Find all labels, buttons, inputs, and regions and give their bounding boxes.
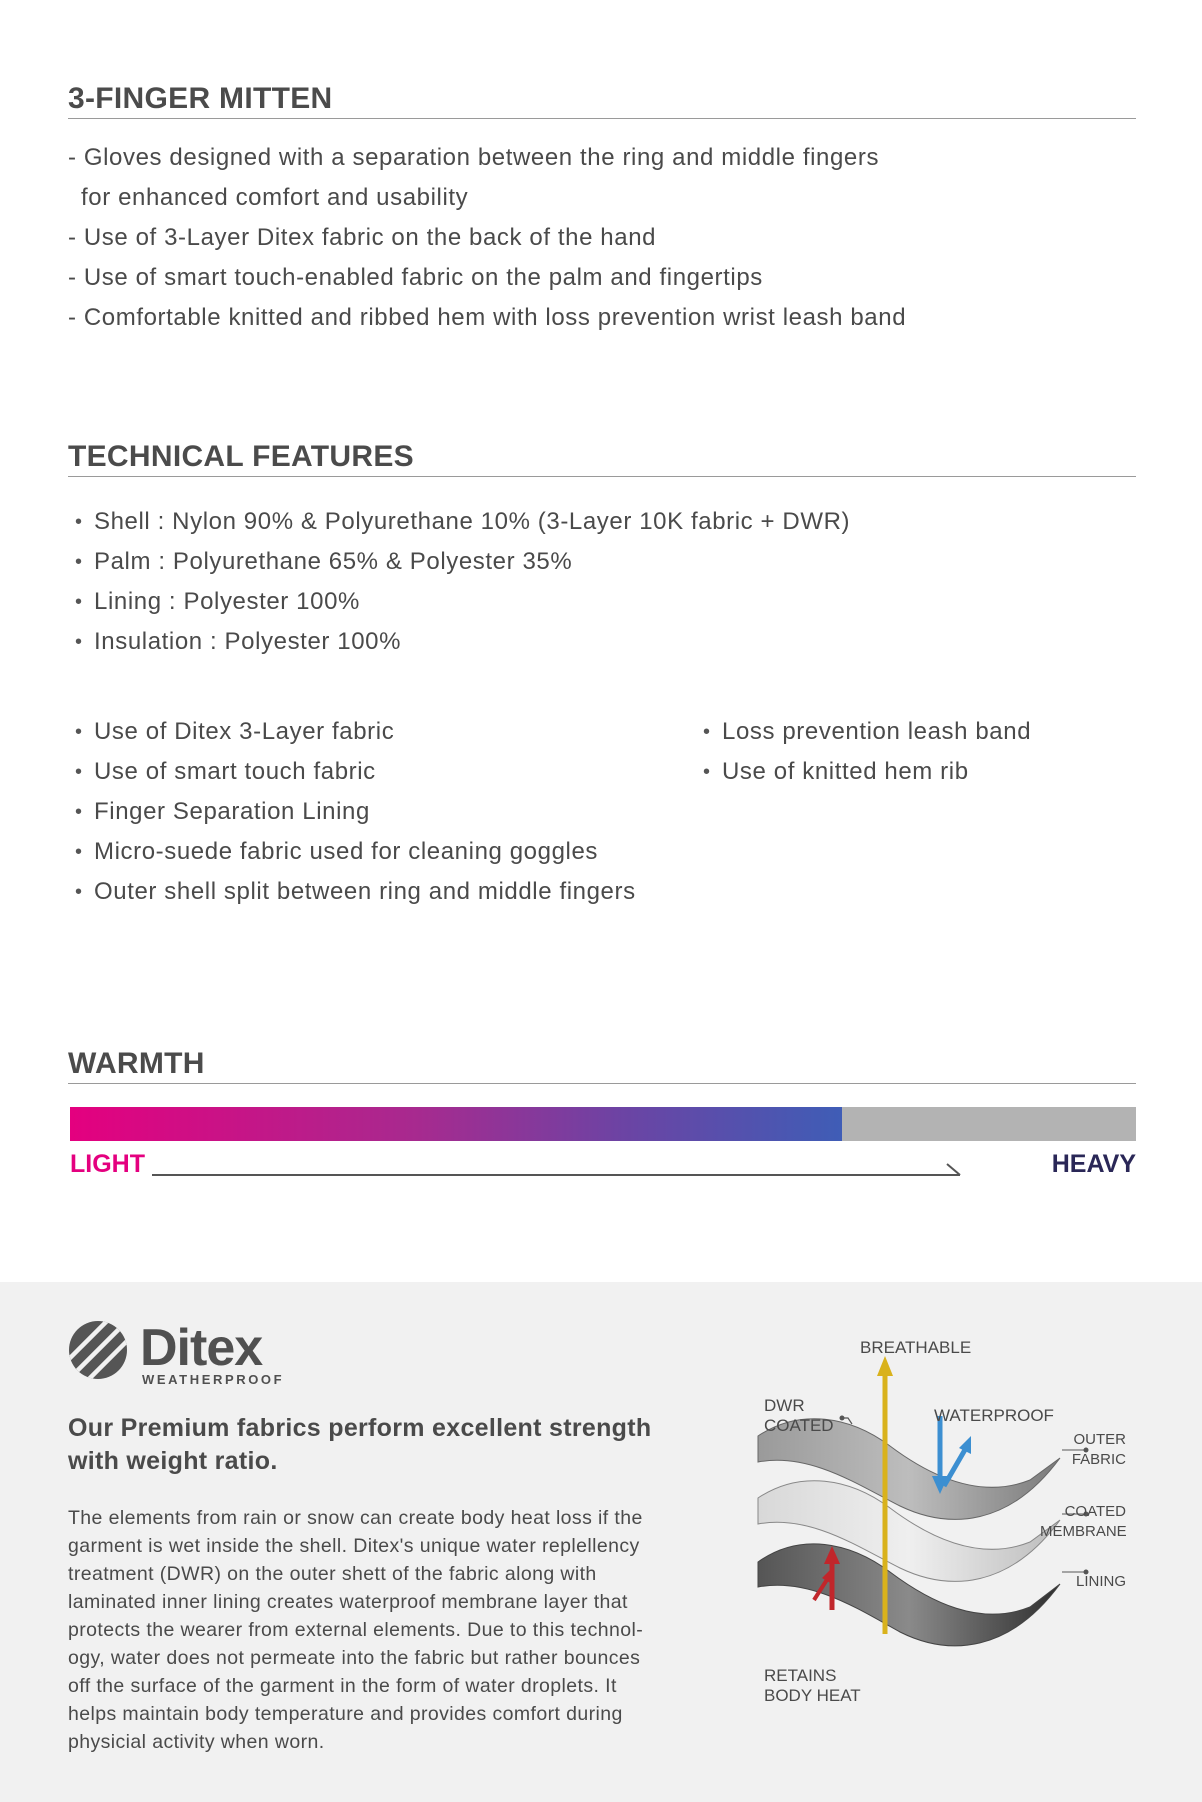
material-item: • Shell : Nylon 90% & Polyurethane 10% (3-Layer 10K fabric + DWR) [68, 502, 850, 542]
feature-item: • Use of knitted hem rib [696, 752, 1031, 792]
outer-fabric-label-line: FABRIC [1071, 1451, 1126, 1468]
description-line: physicial activity when worn. [68, 1731, 325, 1753]
dwr-coated-label [764, 1396, 834, 1436]
feature-item: • Micro-suede fabric used for cleaning goggles [68, 832, 636, 872]
ditex-info-panel [0, 1282, 1202, 1802]
feature-item: • Use of smart touch fabric [68, 752, 636, 792]
warmth-bar [70, 1107, 1136, 1141]
mitten-title: 3-FINGER MITTEN [68, 82, 1136, 119]
feature-item: • Finger Separation Lining [68, 792, 636, 832]
ditex-logo [68, 1319, 285, 1387]
mitten-line: for enhanced comfort and usability [81, 184, 469, 211]
material-item: • Lining : Polyester 100% [68, 582, 850, 622]
dwr-label-line: COATED [764, 1416, 834, 1435]
feature-item: • Outer shell split between ring and middle fingers [68, 872, 636, 912]
ditex-tagline [68, 1412, 708, 1478]
ditex-logo-mark-icon [68, 1320, 128, 1380]
description-line: The elements from rain or snow can create body heat loss if the [68, 1507, 643, 1529]
dwr-label-line: DWR [764, 1396, 805, 1415]
mitten-line: - Use of smart touch-enabled fabric on the palm and fingertips [68, 264, 763, 291]
features-list-left [68, 712, 636, 912]
material-item: • Insulation : Polyester 100% [68, 622, 850, 662]
tagline-line: Our Premium fabrics perform excellent strength [68, 1414, 652, 1442]
mitten-description [68, 138, 906, 338]
materials-list [68, 502, 850, 662]
description-line: treatment (DWR) on the outer shett of the fabric along with [68, 1563, 597, 1585]
membrane-label-line: COATED [1064, 1503, 1126, 1520]
coated-membrane-label [1040, 1502, 1126, 1542]
warmth-scale-arrow [152, 1163, 962, 1179]
warmth-level-fill [70, 1107, 842, 1141]
description-line: ogy, water does not permeate into the fabric but rather bounces [68, 1647, 641, 1669]
description-line: protects the wearer from external elements. Due to this technol- [68, 1619, 644, 1641]
mitten-line: - Gloves designed with a separation between the ring and middle fingers [68, 144, 880, 171]
description-line: garment is wet inside the shell. Ditex's unique water replellency [68, 1535, 640, 1557]
membrane-label-line: MEMBRANE [1040, 1523, 1127, 1540]
outer-fabric-label [1060, 1430, 1126, 1470]
retains-body-heat-label [764, 1666, 861, 1706]
tagline-line: with weight ratio. [68, 1447, 278, 1475]
feature-item: • Use of Ditex 3-Layer fabric [68, 712, 636, 752]
mitten-line: - Comfortable knitted and ribbed hem with loss prevention wrist leash band [68, 304, 907, 331]
technical-features-title: TECHNICAL FEATURES [68, 440, 1136, 477]
mitten-line: - Use of 3-Layer Ditex fabric on the back of the hand [68, 224, 657, 251]
warmth-light-label: LIGHT [70, 1150, 145, 1178]
warmth-heavy-label: HEAVY [1051, 1150, 1136, 1178]
ditex-logo-word: Ditex [140, 1319, 263, 1377]
warmth-title: WARMTH [68, 1047, 1136, 1084]
ditex-logo-subtitle: WEATHERPROOF [142, 1372, 285, 1387]
description-line: helps maintain body temperature and provides comfort during [68, 1703, 623, 1725]
breathable-label: BREATHABLE [860, 1338, 972, 1357]
feature-item: • Loss prevention leash band [696, 712, 1031, 752]
material-item: • Palm : Polyurethane 65% & Polyester 35% [68, 542, 850, 582]
heat-label-line: BODY HEAT [764, 1686, 861, 1705]
features-list-right [696, 712, 1031, 792]
ditex-description [68, 1504, 708, 1756]
lining-label: LINING [1075, 1573, 1126, 1590]
description-line: laminated inner lining creates waterproof membrane layer that [68, 1591, 628, 1613]
fabric-layer-diagram [740, 1338, 1140, 1752]
waterproof-label: WATERPROOF [934, 1406, 1054, 1425]
heat-label-line: RETAINS [764, 1666, 837, 1685]
description-line: off the surface of the garment in the form of water droplets. It [68, 1675, 617, 1697]
outer-fabric-label-line: OUTER [1073, 1431, 1126, 1448]
